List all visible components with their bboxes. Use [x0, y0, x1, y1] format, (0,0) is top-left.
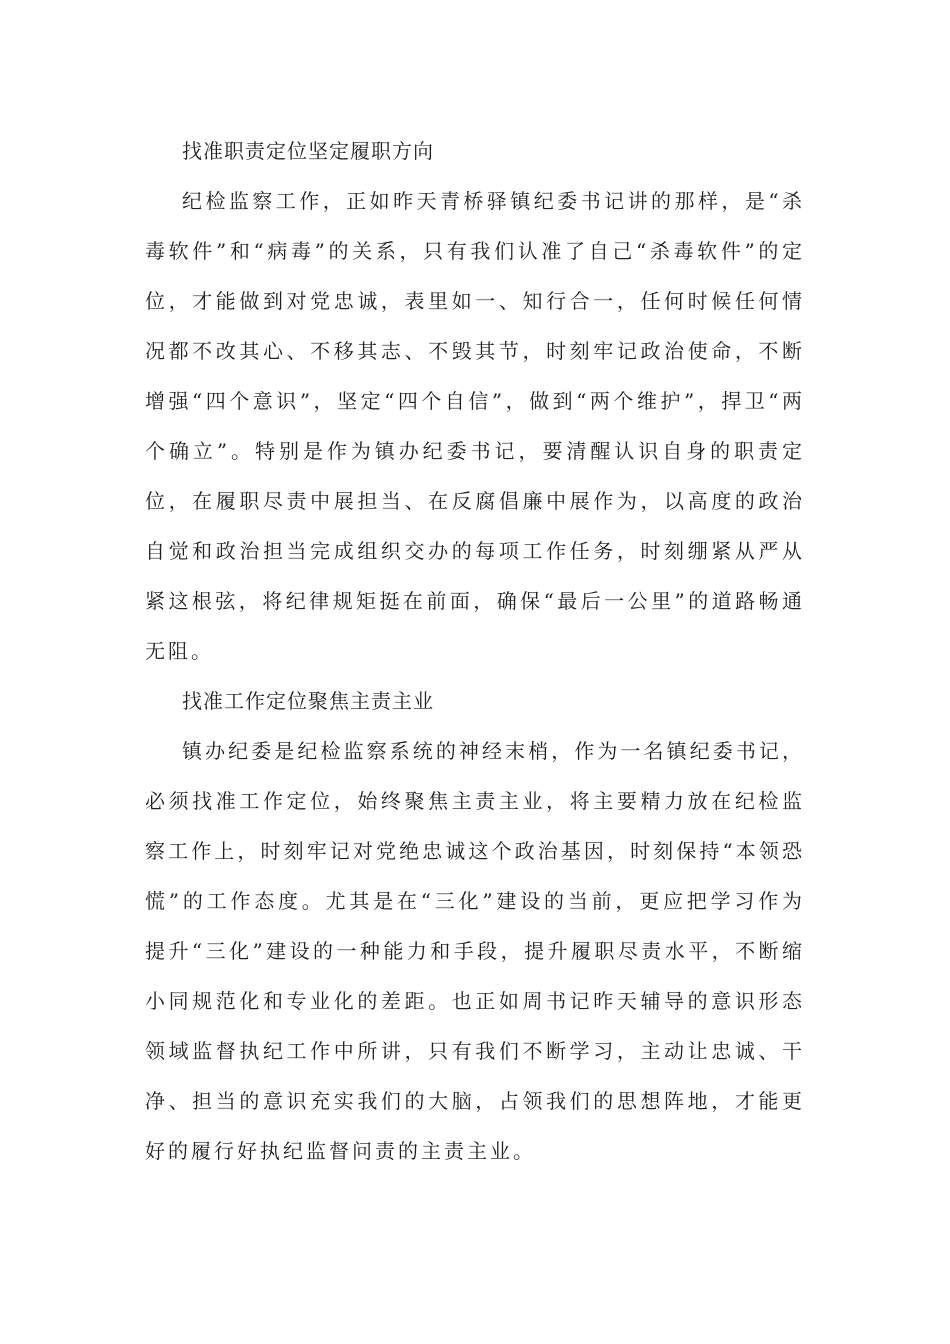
section-heading-duty-position: 找准职责定位坚定履职方向 — [182, 139, 434, 163]
section-paragraph-work-position: 镇办纪委是纪检监察系统的神经末梢，作为一名镇纪委书记，必须找准工作定位，始终聚焦主责主业，将主要精力放在纪检监察工作上，时刻牢记对党绝忠诚这个政治基因，时刻保持“本领恐慌”的工作态度。尤其是在“三化”建设的当前，更应把学习作为提升“三化”建设的一种能力和手段，提升履职尽责水平，不断缩小同规范化和专业化的差距。也正如周书记昨天辅导的意识形态领域监督执纪工作中所讲，只有我们不断学习，主动让忠诚、干净、担当的意识充实我们的大脑，占领我们的思想阵地，才能更好的履行好执纪监督问责的主责主业。 — [145, 739, 805, 1163]
section-heading-work-position: 找准工作定位聚焦主责主业 — [182, 689, 434, 713]
document-body — [145, 126, 805, 1176]
section-paragraph-duty-position: 纪检监察工作，正如昨天青桥驿镇纪委书记讲的那样，是“杀毒软件”和“病毒”的关系，只有我们认准了自己“杀毒软件”的定位，才能做到对党忠诚，表里如一、知行合一，任何时候任何情况都不改其心、不移其志、不毁其节，时刻牢记政治使命，不断增强“四个意识”，坚定“四个自信”，做到“两个维护”，捍卫“两个确立”。特别是作为镇办纪委书记，要清醒认识自身的职责定位，在履职尽责中展担当、在反腐倡廉中展作为，以高度的政治自觉和政治担当完成组织交办的每项工作任务，时刻绷紧从严从紧这根弦，将纪律规矩挺在前面，确保“最后一公里”的道路畅通无阻。 — [145, 189, 805, 663]
